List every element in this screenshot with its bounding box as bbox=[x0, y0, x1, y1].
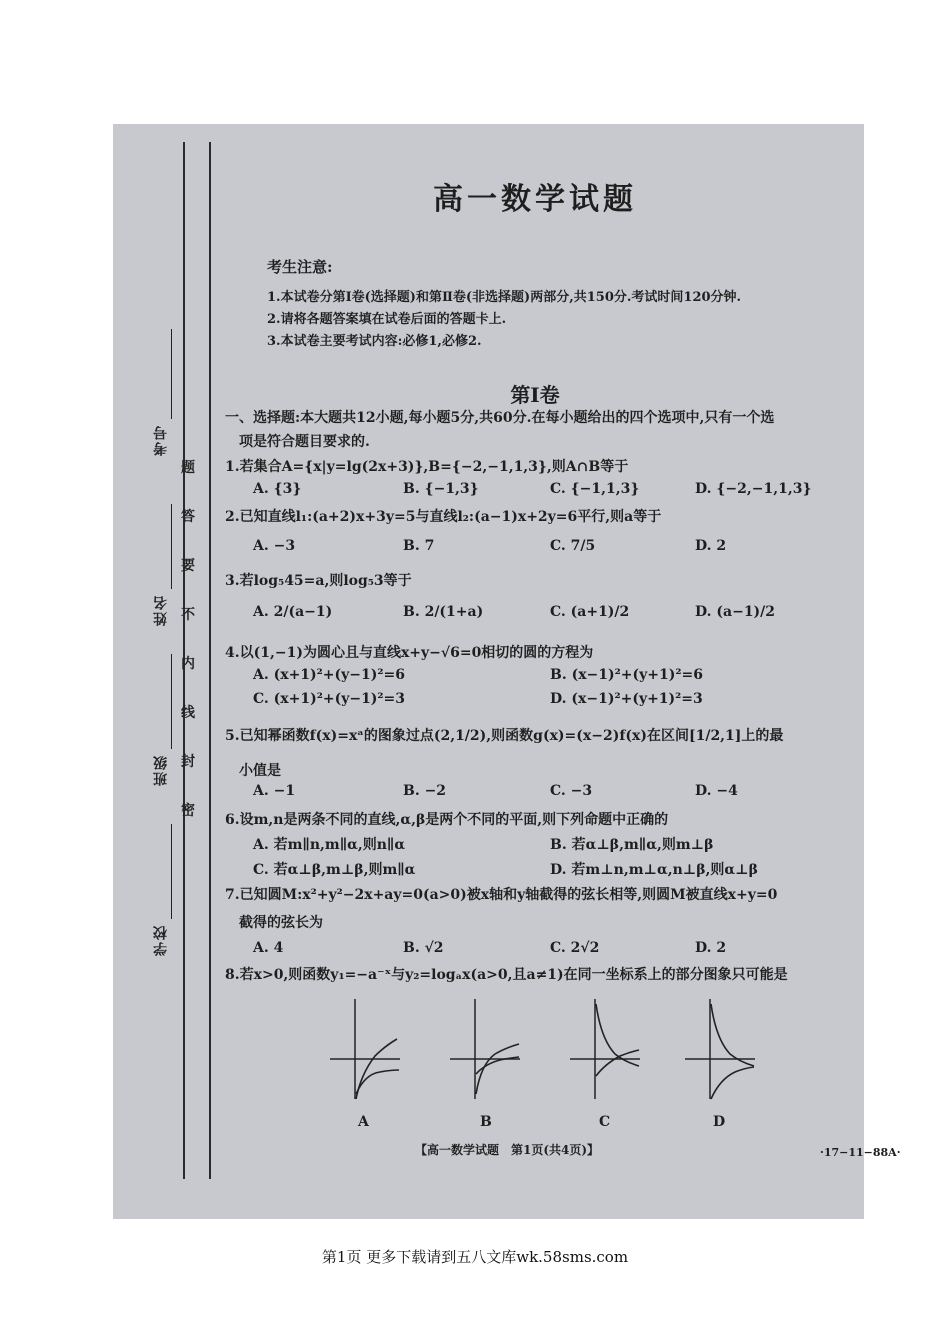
question-8-graph-c bbox=[565, 994, 645, 1104]
seal-char: 内 bbox=[181, 656, 195, 672]
question-2-option-d: D. 2 bbox=[695, 538, 727, 554]
question-4-option-a: A. (x+1)²+(y−1)²=6 bbox=[253, 667, 405, 683]
binding-label-exam-number: 考号 bbox=[153, 424, 169, 456]
question-6-option-b: B. 若α⊥β,m∥α,则m⊥β bbox=[550, 837, 714, 853]
question-2-stem: 2.已知直线l₁:(a+2)x+3y=5与直线l₂:(a−1)x+2y=6平行,则a等于 bbox=[225, 509, 662, 525]
question-8-stem: 8.若x>0,则函数y₁=−a⁻ˣ与y₂=logₐx(a>0,且a≠1)在同一坐标系上的部分图象只可能是 bbox=[225, 967, 788, 983]
page-footer: 【高一数学试题 第1页(共4页)】 bbox=[415, 1143, 600, 1157]
question-2-option-a: A. −3 bbox=[253, 538, 296, 554]
question-2-option-b: B. 7 bbox=[403, 538, 435, 554]
question-7-option-b: B. √2 bbox=[403, 940, 444, 956]
question-3-option-c: C. (a+1)/2 bbox=[550, 604, 630, 620]
school-underline bbox=[171, 824, 172, 919]
seal-char: 密 bbox=[181, 803, 195, 819]
exam-photo bbox=[113, 124, 901, 1219]
question-3-option-a: A. 2/(a−1) bbox=[253, 604, 333, 620]
part-heading: 一、选择题:本大题共12小题,每小题5分,共60分.在每小题给出的四个选项中,只有一个选 bbox=[225, 410, 775, 426]
question-4-option-d: D. (x−1)²+(y+1)²=3 bbox=[550, 691, 703, 707]
seal-char: 要 bbox=[181, 558, 195, 574]
question-7-stem: 7.已知圆M:x²+y²−2x+ay=0(a>0)被x轴和y轴截得的弦长相等,则圆M被直线x+y=0 bbox=[225, 887, 778, 903]
question-1-stem: 1.若集合A={x|y=lg(2x+3)},B={−2,−1,1,3},则A∩B等于 bbox=[225, 459, 629, 475]
question-3-option-d: D. (a−1)/2 bbox=[695, 604, 776, 620]
question-1-option-d: D. {−2,−1,1,3} bbox=[695, 481, 812, 497]
seal-char: 封 bbox=[181, 754, 195, 770]
question-2-option-c: C. 7/5 bbox=[550, 538, 596, 554]
question-6-option-c: C. 若α⊥β,m⊥β,则m∥α bbox=[253, 862, 416, 878]
question-3-stem: 3.若log₅45=a,则log₅3等于 bbox=[225, 573, 412, 589]
question-8-graph-c-label: C bbox=[599, 1114, 611, 1130]
question-6-option-d: D. 若m⊥n,m⊥α,n⊥β,则α⊥β bbox=[550, 862, 758, 878]
binding-label-name: 姓名 bbox=[153, 594, 169, 626]
question-7-stem-continued: 截得的弦长为 bbox=[239, 915, 323, 931]
question-7-option-d: D. 2 bbox=[695, 940, 727, 956]
question-3-option-b: B. 2/(1+a) bbox=[403, 604, 484, 620]
question-4-option-c: C. (x+1)²+(y−1)²=3 bbox=[253, 691, 406, 707]
notice-item: 1.本试卷分第Ⅰ卷(选择题)和第Ⅱ卷(非选择题)两部分,共150分.考试时间120分钟. bbox=[267, 290, 742, 305]
exam-code: ·17−11−88A· bbox=[820, 1146, 901, 1159]
question-6-option-a: A. 若m∥n,m∥α,则n∥α bbox=[253, 837, 406, 853]
question-8-graph-d bbox=[680, 994, 760, 1104]
page-caption: 第1页 更多下载请到五八文库wk.58sms.com bbox=[321, 1248, 629, 1266]
question-8-graph-d-label: D bbox=[713, 1114, 726, 1130]
question-7-option-c: C. 2√2 bbox=[550, 940, 600, 956]
seal-char: 答 bbox=[181, 509, 195, 525]
binding-label-school: 学校 bbox=[153, 924, 169, 956]
question-5-stem: 5.已知幂函数f(x)=xᵃ的图象过点(2,1/2),则函数g(x)=(x−2)f(x)在区间[1/2,1]上的最 bbox=[225, 728, 784, 744]
question-5-option-b: B. −2 bbox=[403, 783, 447, 799]
question-8-graph-a bbox=[325, 994, 405, 1104]
exam-number-underline bbox=[171, 329, 172, 419]
question-8-graph-b-label: B bbox=[480, 1114, 492, 1130]
binding-line-inner bbox=[209, 142, 211, 1179]
class-underline bbox=[171, 654, 172, 749]
notice-item: 2.请将各题答案填在试卷后面的答题卡上. bbox=[267, 312, 507, 327]
question-8-graph-b bbox=[445, 994, 525, 1104]
exam-title: 高一数学试题 bbox=[433, 182, 637, 217]
question-7-option-a: A. 4 bbox=[253, 940, 284, 956]
question-1-option-a: A. {3} bbox=[253, 481, 302, 497]
question-4-stem: 4.以(1,−1)为圆心且与直线x+y−√6=0相切的圆的方程为 bbox=[225, 645, 594, 661]
binding-label-class: 班级 bbox=[153, 754, 169, 786]
exam-content bbox=[225, 124, 901, 1219]
question-5-option-d: D. −4 bbox=[695, 783, 738, 799]
seal-char: 题 bbox=[181, 460, 195, 476]
question-5-option-c: C. −3 bbox=[550, 783, 593, 799]
name-underline bbox=[171, 504, 172, 589]
question-4-option-b: B. (x−1)²+(y+1)²=6 bbox=[550, 667, 703, 683]
section-title: 第Ⅰ卷 bbox=[510, 383, 560, 407]
question-1-option-b: B. {−1,3} bbox=[403, 481, 479, 497]
question-5-option-a: A. −1 bbox=[253, 783, 296, 799]
notice-item: 3.本试卷主要考试内容:必修1,必修2. bbox=[267, 334, 482, 349]
question-8-graph-a-label: A bbox=[358, 1114, 369, 1130]
question-5-stem-continued: 小值是 bbox=[239, 763, 281, 779]
question-1-option-c: C. {−1,1,3} bbox=[550, 481, 640, 497]
part-heading-continued: 项是符合题目要求的. bbox=[239, 434, 370, 450]
question-6-stem: 6.设m,n是两条不同的直线,α,β是两个不同的平面,则下列命题中正确的 bbox=[225, 812, 669, 828]
seal-char: 不 bbox=[181, 607, 195, 623]
notice-heading: 考生注意: bbox=[267, 258, 333, 276]
seal-char: 线 bbox=[181, 705, 195, 721]
